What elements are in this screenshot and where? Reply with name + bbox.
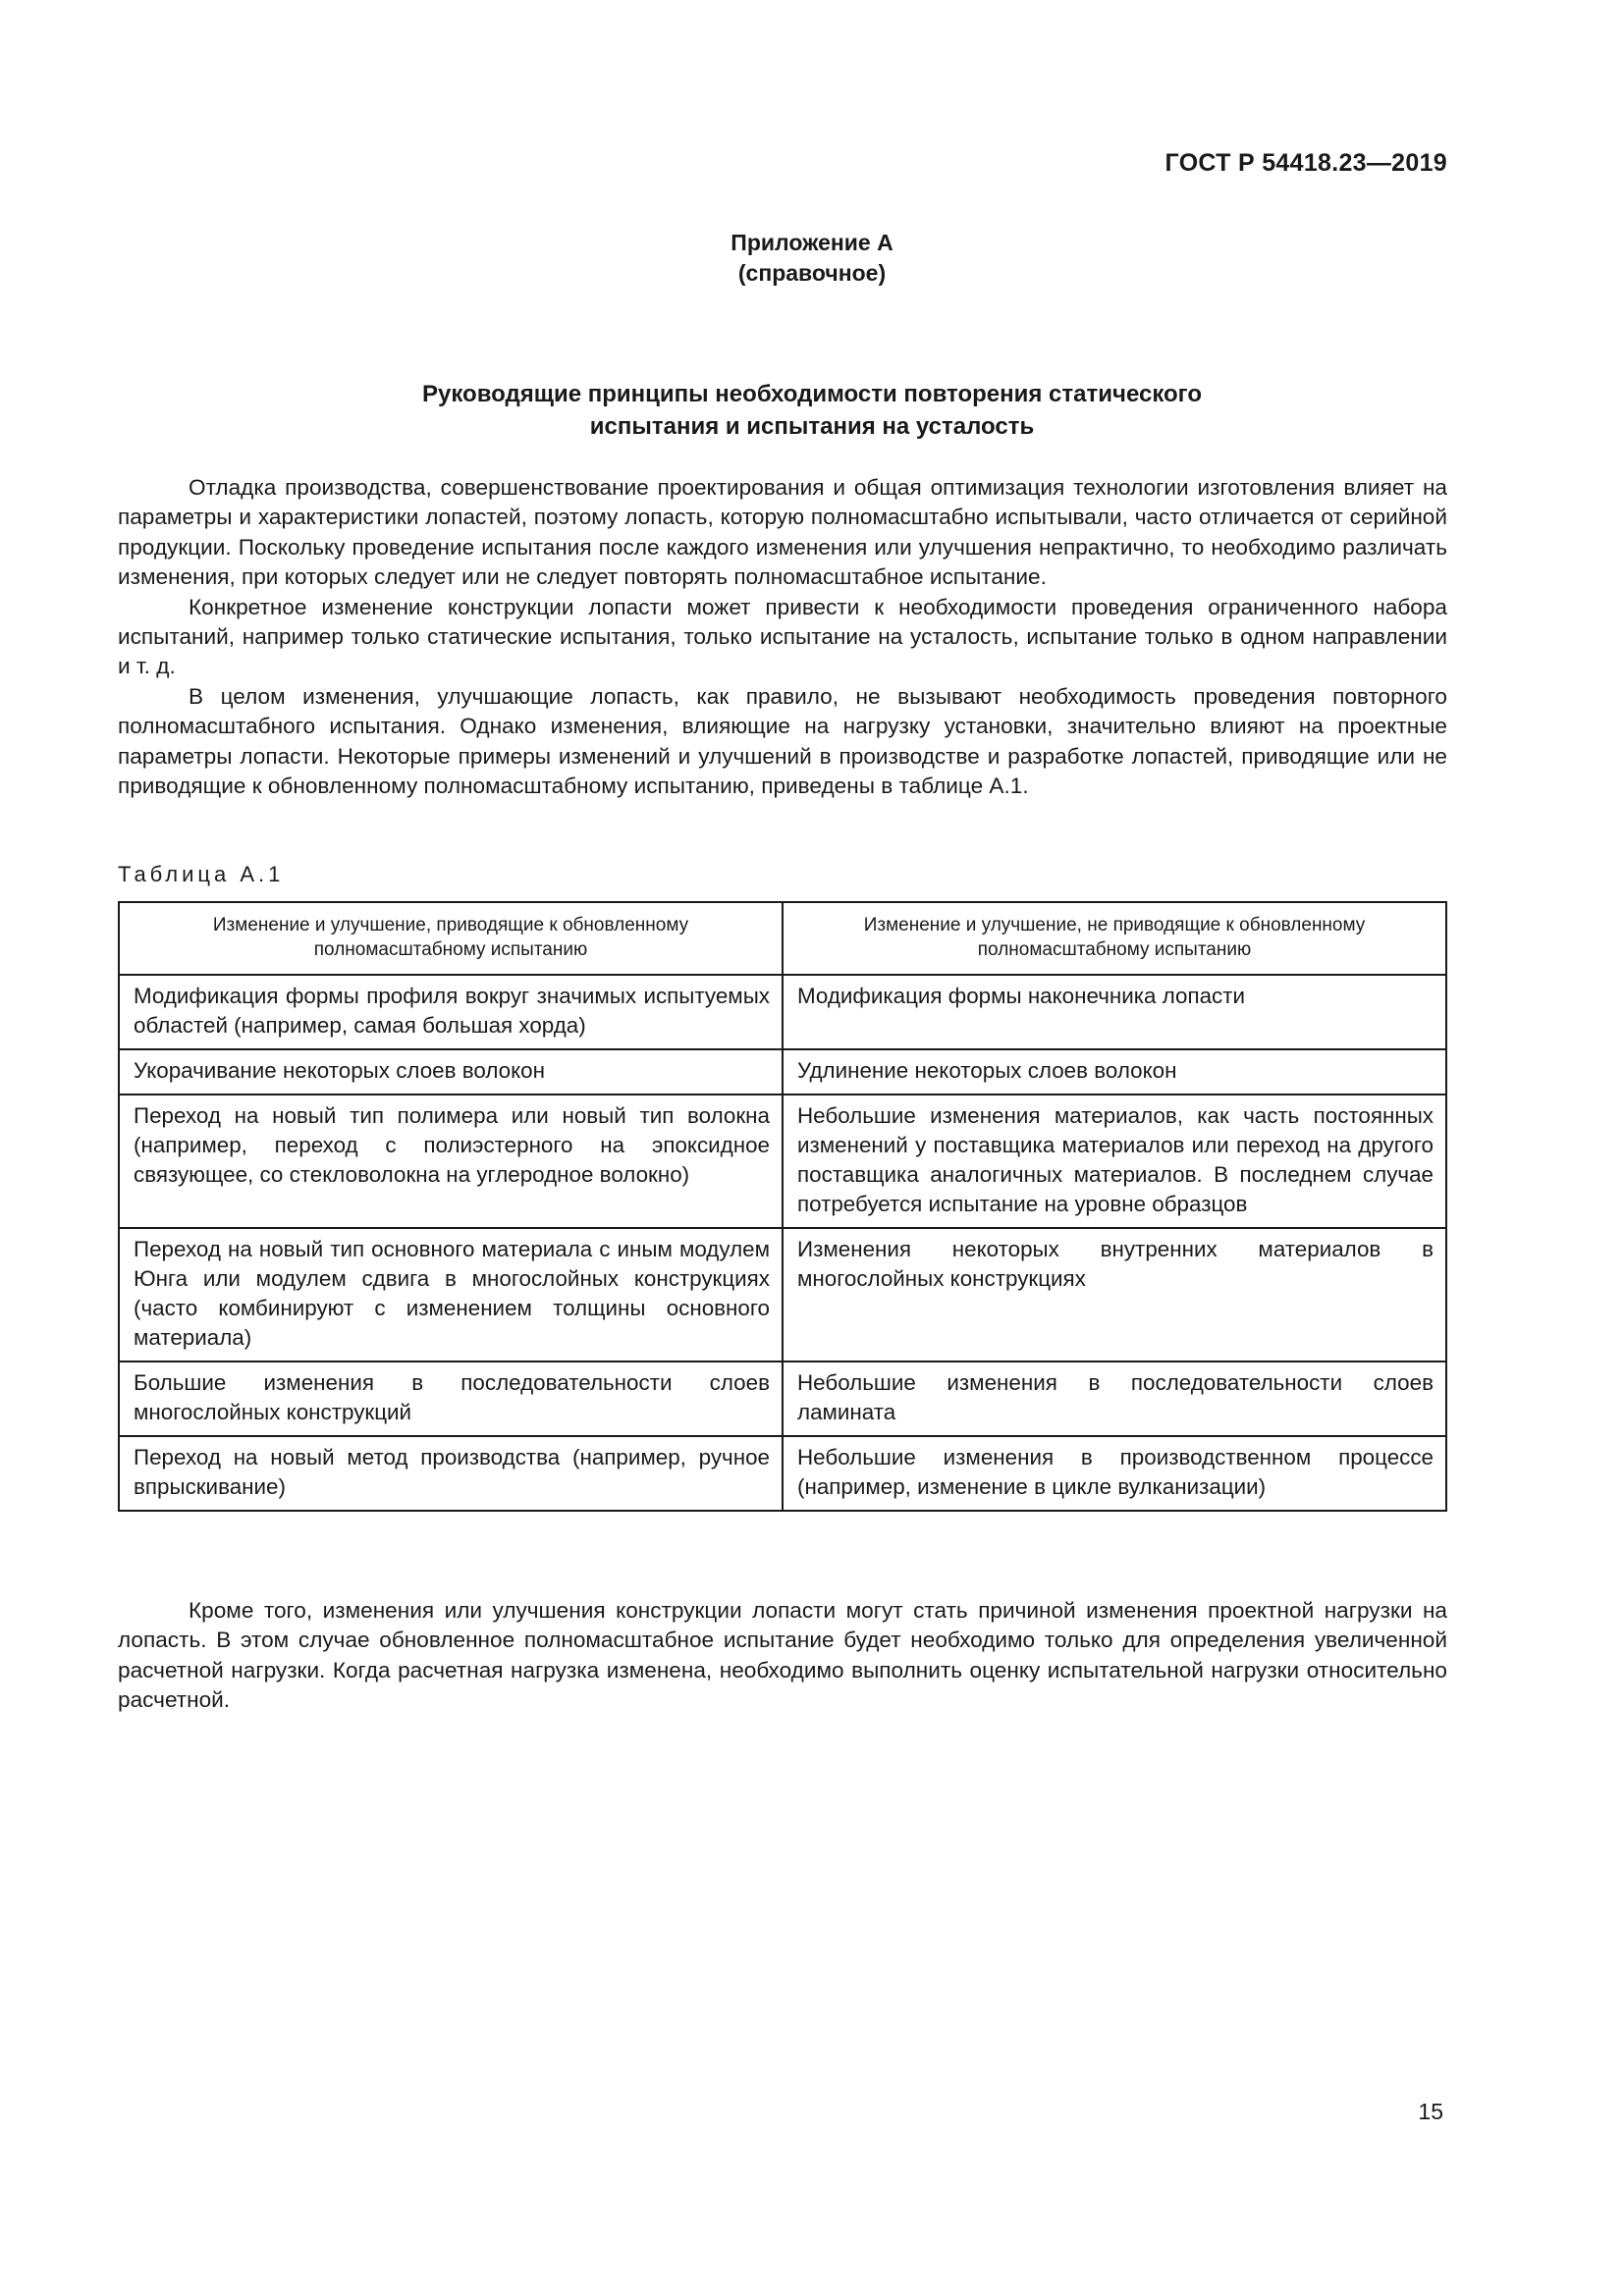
intro-paragraph-3: В целом изменения, улучшающие лопасть, как правило, не вызывают необходимость проведения повторного полномасштабного испытания. Однако изменения, влияющие на нагрузку установки, значительно влияют на проектные параметры лопасти. Некоторые примеры изменений и улучшений в производстве и разработке лопастей, приводящие или не приводящие к обновленному полномасштабному испытанию, приведены в таблице А.1. xyxy=(118,683,1447,799)
table-header-right: Изменение и улучшение, не приводящие к обновленному полномасштабному испытанию xyxy=(783,902,1446,975)
table-row xyxy=(119,1436,1446,1511)
table-header-row xyxy=(119,902,1446,975)
table-cell-right: Небольшие изменения в последовательности слоев ламината xyxy=(783,1362,1446,1436)
changes-table xyxy=(118,901,1447,1512)
table-cell-left: Переход на новый метод производства (например, ручное впрыскивание) xyxy=(119,1436,783,1511)
appendix-heading xyxy=(0,228,1624,289)
section-title-line-1: Руководящие принципы необходимости повторения статического xyxy=(421,381,1203,407)
section-title-line-2: испытания и испытания на усталость xyxy=(589,413,1035,440)
appendix-label: Приложение А xyxy=(731,230,893,255)
table-row xyxy=(119,1049,1446,1095)
closing-paragraph: Кроме того, изменения или улучшения конструкции лопасти могут стать причиной изменения проектной нагрузки на лопасть. В этом случае обновленное полномасштабное испытание будет необходимо только для определения увеличенной расчетной нагрузки. Когда расчетная нагрузка изменена, необходимо выполнить оценку испытательной нагрузки относительно расчетной. xyxy=(118,1598,1447,1713)
table-cell-right: Удлинение некоторых слоев волокон xyxy=(783,1049,1446,1095)
table-cell-right: Небольшие изменения материалов, как часть постоянных изменений у поставщика материалов или переход на другого поставщика аналогичных материалов. В последнем случае потребуется испытание на уровне образцов xyxy=(783,1095,1446,1228)
table-row xyxy=(119,1362,1446,1436)
intro-text xyxy=(118,473,1447,801)
table-cell-right: Модификация формы наконечника лопасти xyxy=(783,975,1446,1049)
table-cell-left: Большие изменения в последовательности слоев многослойных конструкций xyxy=(119,1362,783,1436)
closing-text xyxy=(118,1596,1447,1716)
section-title xyxy=(0,378,1624,443)
intro-paragraph-2: Конкретное изменение конструкции лопасти может привести к необходимости проведения ограниченного набора испытаний, например только статические испытания, только испытание на усталость, испытание только в одном направлении и т. д. xyxy=(118,594,1447,679)
changes-table-grid xyxy=(118,901,1447,1512)
table-row xyxy=(119,1095,1446,1228)
table-cell-right: Небольшие изменения в производственном процессе (например, изменение в цикле вулканизации) xyxy=(783,1436,1446,1511)
table-cell-left: Переход на новый тип полимера или новый тип волокна (например, переход с полиэстерного на эпоксидное связующее, со стекловолокна на углеродное волокно) xyxy=(119,1095,783,1228)
table-cell-left: Модификация формы профиля вокруг значимых испытуемых областей (например, самая большая хорда) xyxy=(119,975,783,1049)
table-cell-left: Переход на новый тип основного материала с иным модулем Юнга или модулем сдвига в многослойных конструкциях (часто комбинируют с изменением толщины основного материала) xyxy=(119,1228,783,1362)
page-number: 15 xyxy=(1418,2099,1443,2124)
table-cell-right: Изменения некоторых внутренних материалов в многослойных конструкциях xyxy=(783,1228,1446,1362)
table-row xyxy=(119,1228,1446,1362)
intro-paragraph-1: Отладка производства, совершенствование проектирования и общая оптимизация технологии изготовления влияет на параметры и характеристики лопастей, поэтому лопасть, которую полномасштабно испытывали, часто отличается от серийной продукции. Поскольку проведение испытания после каждого изменения или улучшения непрактично, то необходимо различать изменения, при которых следует или не следует повторять полномасштабное испытание. xyxy=(118,475,1447,590)
table-header-left: Изменение и улучшение, приводящие к обновленному полномасштабному испытанию xyxy=(119,902,783,975)
appendix-type: (справочное) xyxy=(737,260,887,286)
table-cell-left: Укорачивание некоторых слоев волокон xyxy=(119,1049,783,1095)
document-code: ГОСТ Р 54418.23—2019 xyxy=(1164,149,1447,177)
table-caption: Таблица А.1 xyxy=(118,862,285,886)
table-row xyxy=(119,975,1446,1049)
